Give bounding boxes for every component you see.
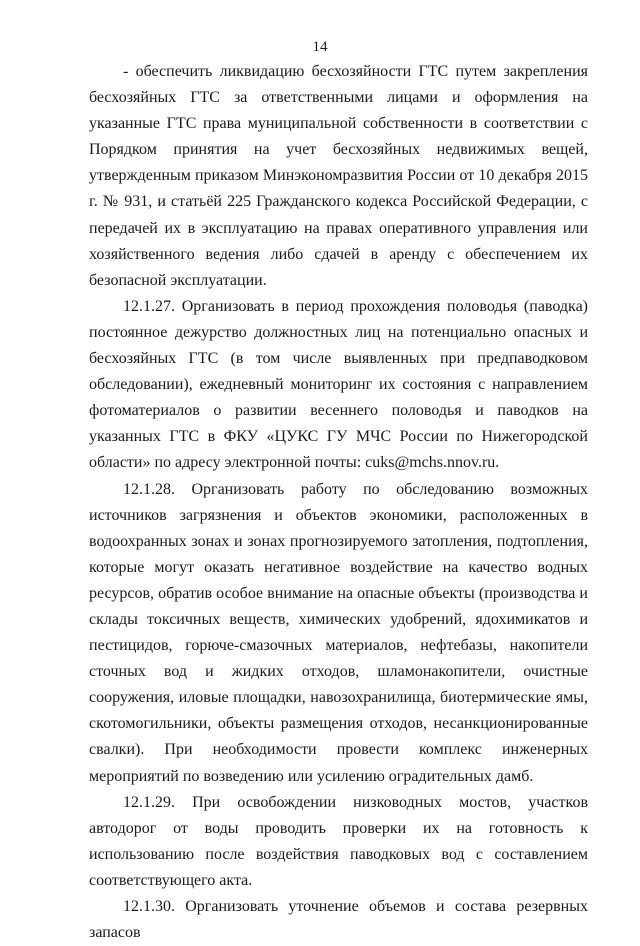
paragraph-12-1-29: 12.1.29. При освобождении низководных мостов, участков автодорог от воды проводить проверки их на готовность к использованию после воздействия паводковых вод с составлением соответствующего акта.: [89, 793, 588, 889]
document-body: [89, 59, 588, 946]
paragraph-12-1-27: 12.1.27. Организовать в период прохождения половодья (паводка) постоянное дежурство должностных лиц на потенциально опасных и бесхозяйных ГТС (в том числе выявленных при предпаводковом обследовании), ежедневный мониторинг их состояния с направлением фотоматериалов о развитии весеннего половодья и паводков на указанных ГТС в ФКУ «ЦУКС ГУ МЧС России по Нижегородской области» по адресу электронной почты: cuks@mchs.nnov.ru.: [89, 297, 588, 472]
paragraph-liquidation-ownerless: - обеспечить ликвидацию бесхозяйности ГТС путем закрепления бесхозяйных ГТС за ответственными лицами и оформления на указанные ГТС права муниципальной собственности в соответствии с Порядком принятия на учет бесхозяйных недвижимых вещей, утвержденным приказом Минэкономразвития России от 10 декабря 2015 г. № 931, и статьёй 225 Гражданского кодекса Российской Федерации, с передачей их в эксплуатацию на правах оперативного управления или хозяйственного ведения либо сдачей в аренду с обеспечением их безопасной эксплуатации.: [89, 63, 588, 289]
paragraph-12-1-28: 12.1.28. Организовать работу по обследованию возможных источников загрязнения и объектов экономики, расположенных в водоохранных зонах и зонах прогнозируемого затопления, подтопления, которые могут оказать негативное воздействие на качество водных ресурсов, обратив особое внимание на опасные объекты (производства и склады токсичных веществ, химических удобрений, ядохимикатов и пестицидов, горюче-смазочных материалов, нефтебазы, накопители сточных вод и жидких отходов, шламонакопители, очистные сооружения, иловые площадки, навозохранилища, биотермические ямы, скотомогильники, объекты размещения отходов, несанкционированные свалки). При необходимости провести комплекс инженерных мероприятий по возведению или усилению оградительных дамб.: [89, 480, 588, 785]
page-number: 14: [312, 39, 328, 55]
paragraph-12-1-30: 12.1.30. Организовать уточнение объемов и состава резервных запасов: [89, 898, 588, 942]
